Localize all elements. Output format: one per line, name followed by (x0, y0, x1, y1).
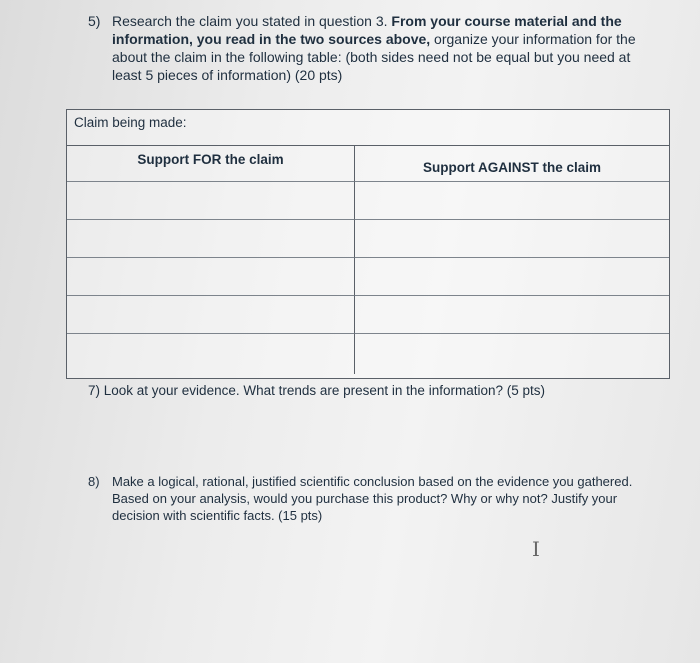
header-support-against: Support AGAINST the claim (355, 146, 669, 182)
claim-label: Claim being made: (74, 115, 187, 130)
question-7: 7) Look at your evidence. What trends are present in the information? (5 pts) (88, 383, 545, 398)
for-cell[interactable] (67, 296, 355, 334)
against-cell[interactable] (355, 334, 669, 374)
question-8 (88, 473, 648, 524)
for-cell[interactable] (67, 258, 355, 296)
question-5-text: Research the claim you stated in question 3. From your course material and the information, you read in the two sources above, organize your information for the about the claim in the following table: (both sides need not be equal but you need at least 5 pieces of information) (20 pts) (112, 13, 636, 83)
for-cell[interactable] (67, 334, 355, 374)
header-support-for: Support FOR the claim (67, 146, 355, 182)
question-8-number: 8) (88, 474, 100, 489)
support-grid (67, 146, 669, 374)
question-5-number: 5) (88, 13, 101, 29)
question-5 (88, 12, 658, 84)
claim-table (66, 109, 670, 379)
against-cell[interactable] (355, 258, 669, 296)
claim-row[interactable] (67, 110, 669, 146)
against-cell[interactable] (355, 296, 669, 334)
question-8-text: Make a logical, rational, justified scientific conclusion based on the evidence you gathered. Based on your analysis, would you purchase this product? Why or why not? Justify your decision with scientific facts. (15 pts) (112, 474, 633, 523)
against-cell[interactable] (355, 220, 669, 258)
for-cell[interactable] (67, 220, 355, 258)
text-cursor-icon: I (532, 537, 540, 561)
against-cell[interactable] (355, 182, 669, 220)
for-cell[interactable] (67, 182, 355, 220)
